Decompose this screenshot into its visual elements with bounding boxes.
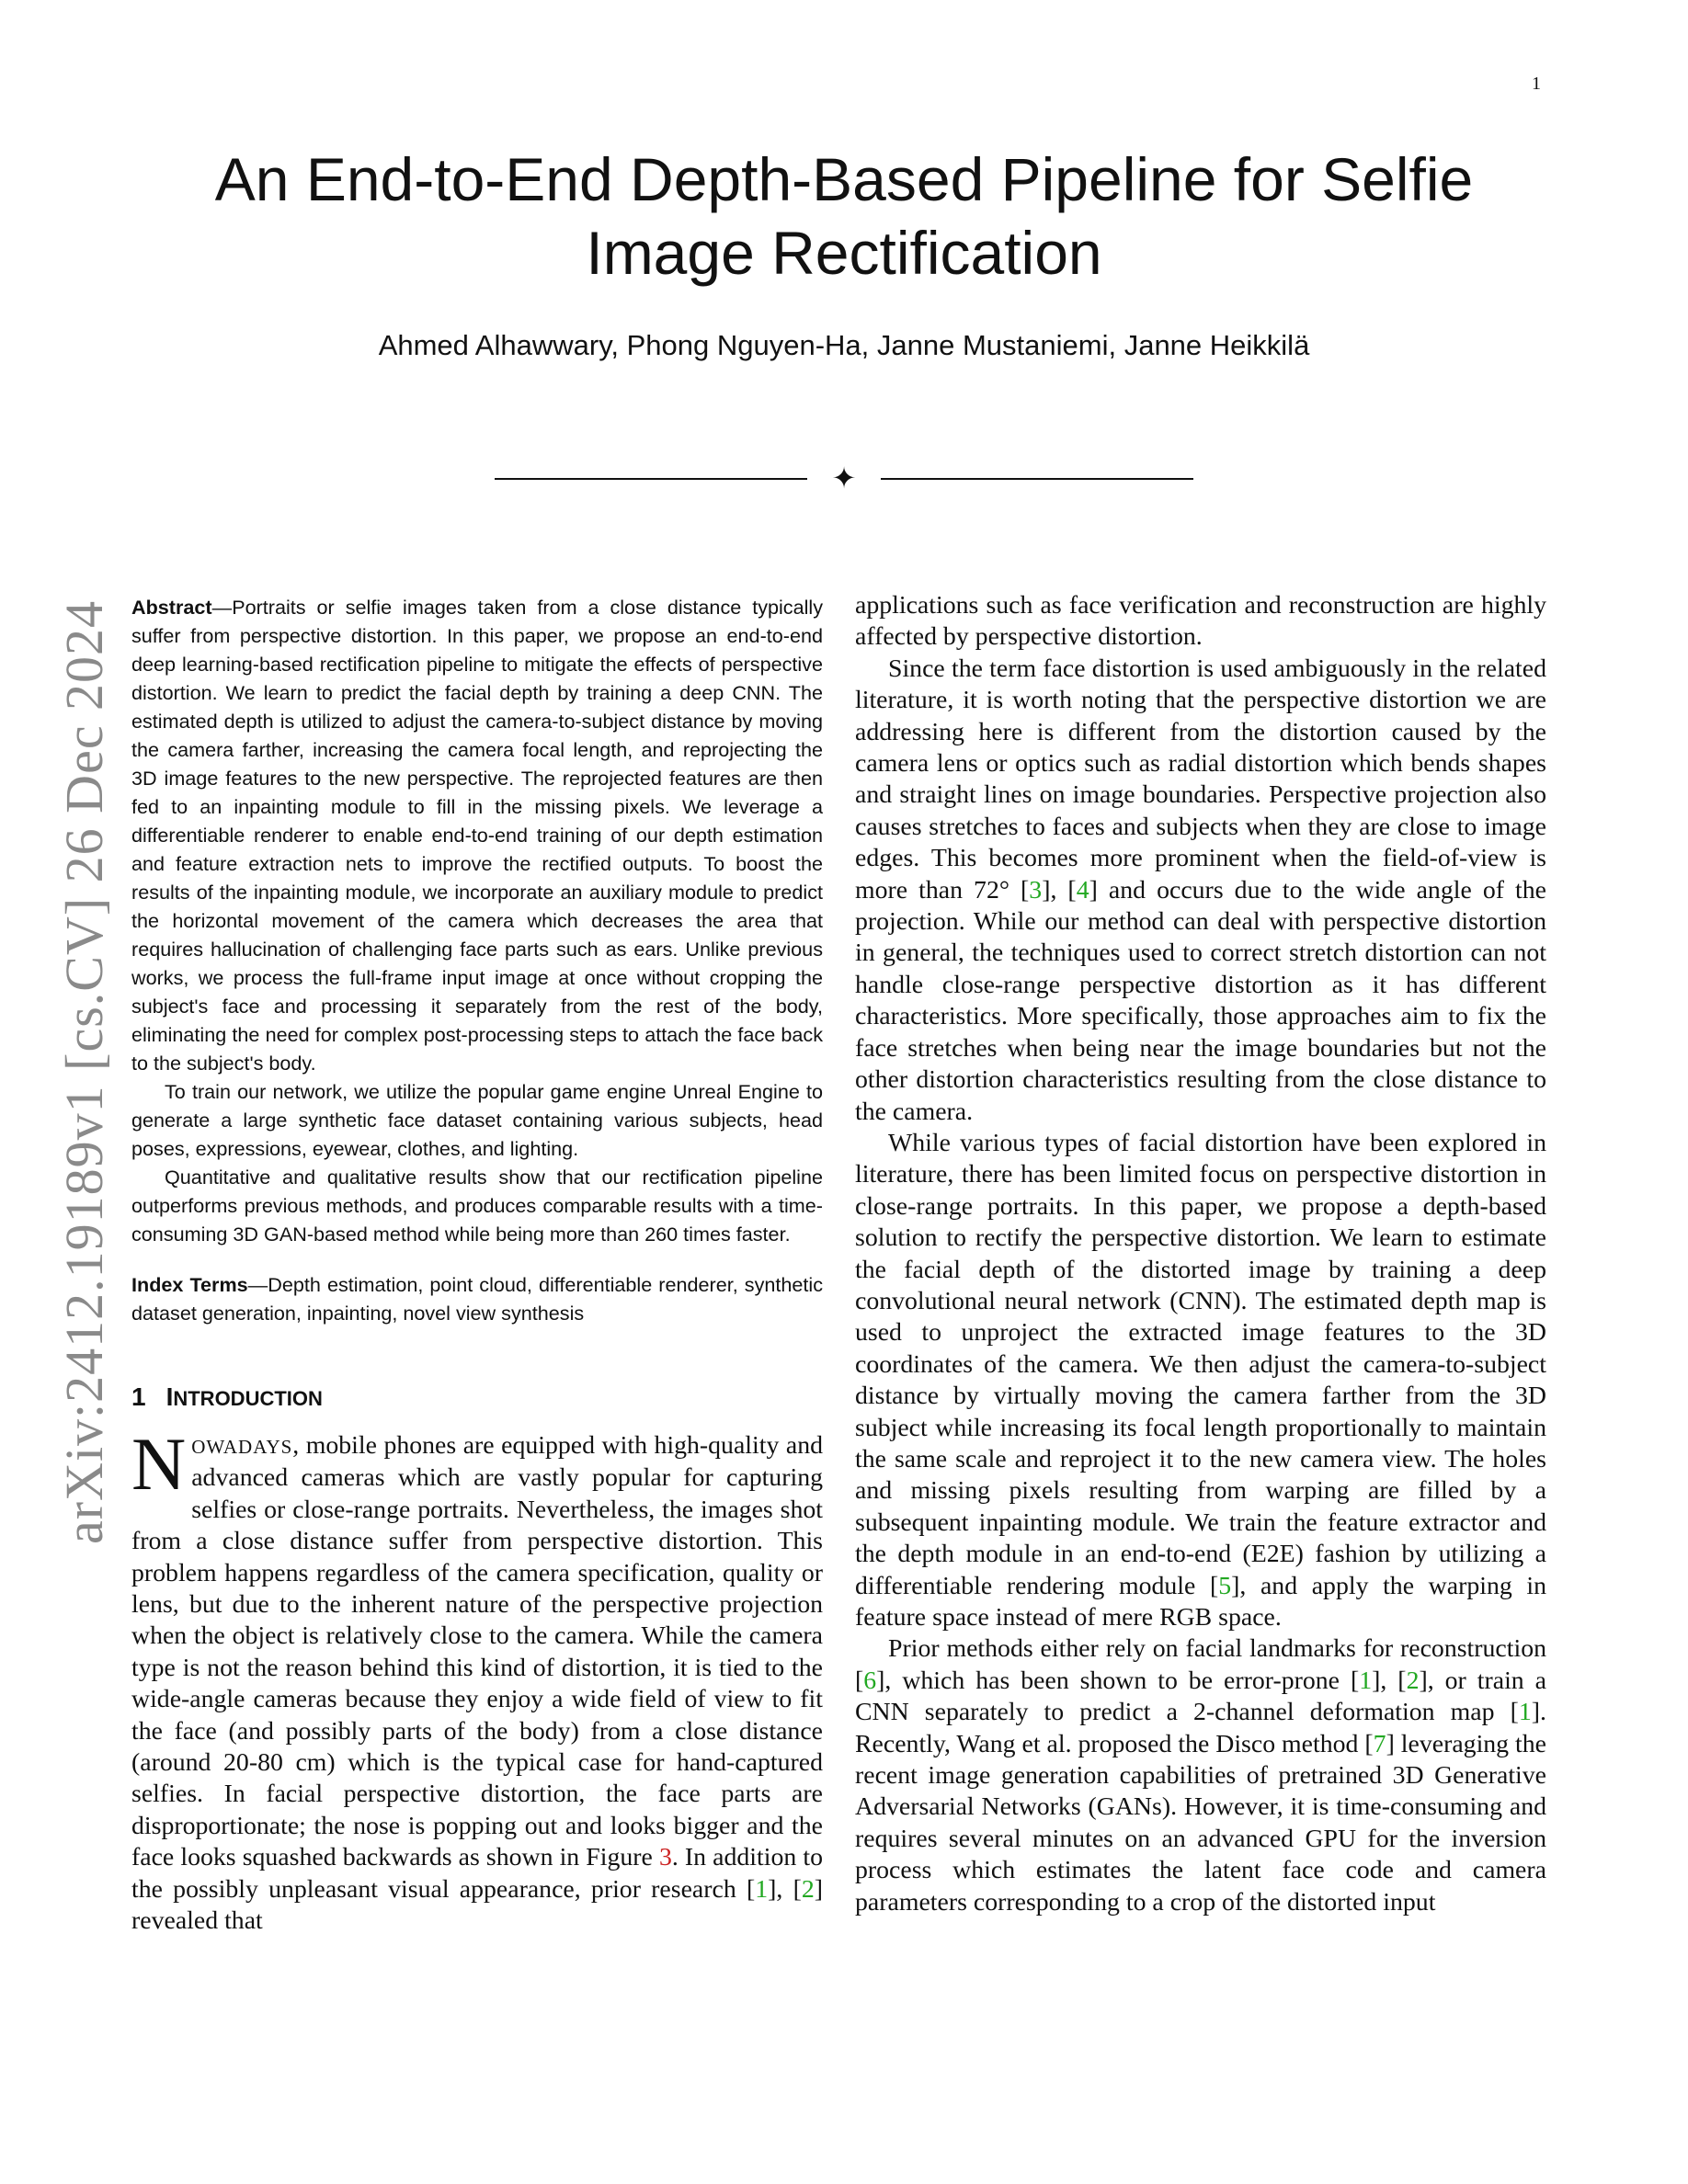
citation-link[interactable]: 2 [1406, 1666, 1420, 1695]
right-column [855, 590, 1546, 1918]
intro-paragraph-4: Prior methods either rely on facial landmarks for reconstruction [6], which has been shown to be error-prone [1], [2], or train a CNN separately to predict a 2-channel deformation map [1]. Recently, Wang et al. proposed the Disco method [7] leveraging the recent image generation capabilities of pretrained 3D Generative Adversarial Networks (GANs). However, it is time-consuming and requires several minutes on an advanced GPU for the inversion process which estimates the latent face code and camera parameters corresponding to a crop of the distorted input [855, 1634, 1546, 1917]
left-column [131, 593, 823, 1938]
divider-line-left [495, 478, 807, 480]
intro-right-text [855, 590, 1546, 1918]
intro-paragraph-1: NOWADAYS, mobile phones are equipped with high-quality and advanced cameras which are vastly popular for capturing selfies or close-range portraits. Nevertheless, the images shot from a close distance suffer from perspective distortion. This problem happens regardless of the camera specification, quality or lens, but due to the inherent nature of the perspective projection when the object is relatively close to the camera. While the camera type is not the reason behind this kind of distortion, it is tied to the wide-angle cameras because they enjoy a wide field of view to fit the face (and possibly parts of the body) from a close distance (around 20-80 cm) which is the typical case for hand-captured selfies. In facial perspective distortion, the face parts are disproportionate; the nose is popping out and looks bigger and the face looks squashed backwards as shown in Figure 3. In addition to the possibly unpleasant visual appearance, prior research [1], [2] revealed that [131, 1422, 823, 1936]
title-line-1: An End-to-End Depth-Based Pipeline for Selfie [214, 145, 1474, 213]
section-heading-introduction: 1 INTRODUCTION [131, 1382, 323, 1411]
page-number: 1 [1532, 74, 1541, 94]
author-list: Ahmed Alhawwary, Phong Nguyen-Ha, Janne Mustaniemi, Janne Heikkilä [378, 329, 1310, 361]
citation-link[interactable]: 7 [1373, 1729, 1386, 1758]
intro-left-text [131, 1422, 823, 1938]
citation-link[interactable]: 3 [1029, 875, 1043, 904]
arxiv-stamp: arXiv:2412.19189v1 [cs.CV] 26 Dec 2024 [54, 599, 114, 1544]
paper-title [129, 142, 1559, 290]
citation-link[interactable]: 1 [755, 1874, 769, 1904]
abstract-paragraph-1: Abstract—Portraits or selfie images taken from a close distance typically suffer from perspective distortion. In this paper, we propose an end-to-end deep learning-based rectification pipeline to mitigate the effects of perspective distortion. We learn to predict the facial depth by training a deep CNN. The estimated depth is utilized to adjust the camera-to-subject distance by moving the camera farther, increasing the camera focal length, and reprojecting the 3D image features to the new perspective. The reprojected features are then fed to an inpainting module to fill in the missing pixels. We leverage a differentiable renderer to enable end-to-end training of our depth estimation and feature extraction nets to improve the rectified outputs. To boost the results of the inpainting module, we incorporate an auxiliary module to predict the horizontal movement of the camera which decreases the area that requires hallucination of challenging face parts such as ears. Unlike previous works, we process the full-frame input image at once without cropping the subject's face and processing it separately from the rest of the body, eliminating the need for complex post-processing steps to attach the face back to the subject's body. [131, 596, 823, 1075]
index-terms: Index Terms—Depth estimation, point cloud, differentiable renderer, synthetic dataset generation, inpainting, novel view synthesis [131, 1273, 823, 1325]
abstract-paragraph-3: Quantitative and qualitative results show that our rectification pipeline outperforms previous methods, and produces comparable results with a time-consuming 3D GAN-based method while being more than 260 times faster. [131, 1166, 823, 1246]
abstract-paragraph-2: To train our network, we utilize the popular game engine Unreal Engine to generate a large synthetic face dataset containing various subjects, head poses, expressions, eyewear, clothes, and lighting. [131, 1080, 823, 1160]
citation-link[interactable]: 5 [1218, 1571, 1232, 1600]
citation-link[interactable]: 1 [1359, 1666, 1373, 1695]
intro-paragraph-3: While various types of facial distortion have been explored in literature, there has been limited focus on perspective distortion in close-range portraits. In this paper, we propose a depth-based solution to rectify the perspective distortion. We learn to estimate the facial depth of the distorted image by training a deep convolutional neural network (CNN). The estimated depth map is used to unproject the extracted image features to the 3D coordinates of the camera. We then adjust the camera-to-subject distance by virtually moving the camera farther from the 3D subject while increasing its focal length proportionally to maintain the same scale and reproject it to the new camera view. The holes and missing pixels resulting from warping are filled by a subsequent inpainting module. We train the feature extractor and the depth module in an end-to-end (E2E) fashion by utilizing a differentiable rendering module [5], and apply the warping in feature space instead of mere RGB space. [855, 1128, 1546, 1632]
citation-link[interactable]: 4 [1076, 875, 1089, 904]
citation-link[interactable]: 2 [801, 1874, 815, 1904]
abstract-label: Abstract [131, 596, 212, 619]
section-number: 1 [131, 1382, 146, 1411]
title-line-2: Image Rectification [586, 219, 1102, 287]
abstract [131, 593, 823, 1248]
divider-star-icon: ✦ [831, 461, 857, 495]
citation-link[interactable]: 6 [863, 1666, 877, 1695]
title-divider [495, 461, 1193, 495]
intro-paragraph-2: Since the term face distortion is used ambiguously in the related literature, it is worth noting that the perspective distortion we are addressing here is different from the distortion caused by the camera lens or optics such as radial distortion which bends shapes and straight lines on image boundaries. Perspective projection also causes stretches to faces and subjects when they are close to image edges. This becomes more prominent when the field-of-view is more than 72° [3], [4] and occurs due to the wide angle of the projection. While our method can deal with perspective distortion in general, the techniques used to correct stretch distortion can not handle close-range perspective distortion as it has different characteristics. More specifically, those approaches aim to fix the face stretches when being near the image boundaries but not the other distortion characteristics resulting from the close distance to the camera. [855, 654, 1546, 1126]
figure-reference-link[interactable]: 3 [658, 1843, 672, 1872]
citation-link[interactable]: 1 [1518, 1698, 1532, 1727]
dropcap-letter: N [131, 1422, 187, 1506]
index-terms-label: Index Terms [131, 1273, 248, 1296]
intro-paragraph-1-cont: applications such as face verification and reconstruction are highly affected by perspective distortion. [855, 591, 1546, 652]
divider-line-right [881, 478, 1193, 480]
